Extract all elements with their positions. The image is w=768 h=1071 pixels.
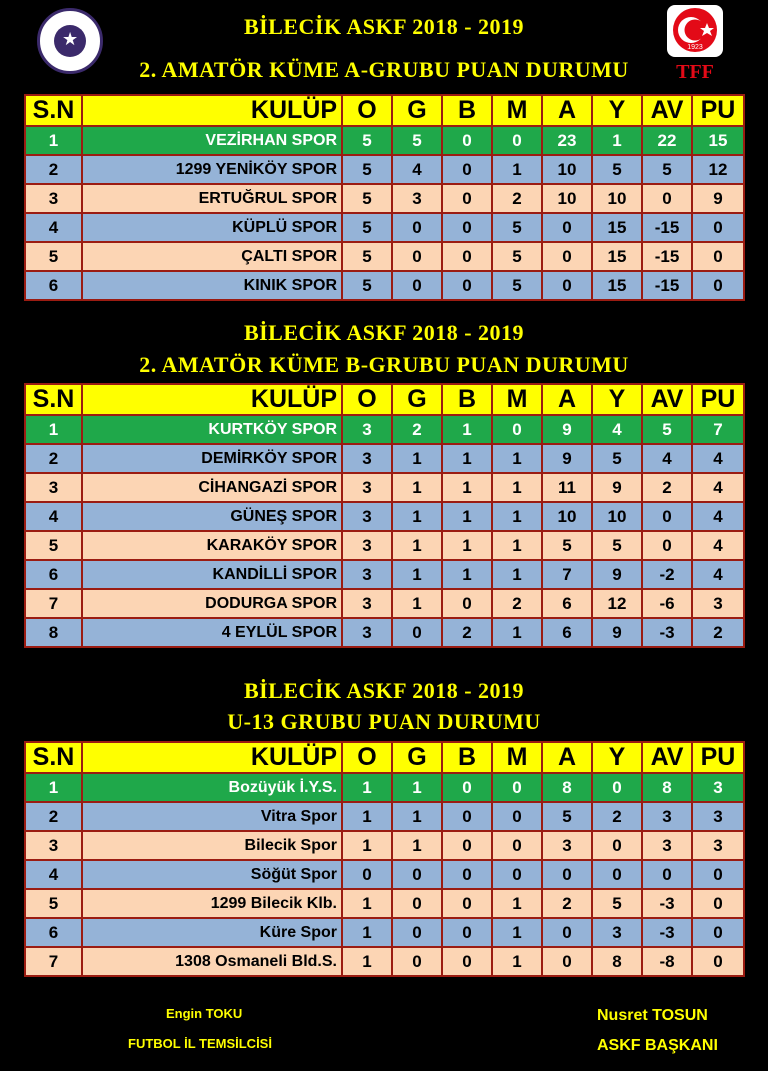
header-b: B: [442, 742, 492, 773]
cell-sn: 3: [25, 184, 82, 213]
table-row: [25, 947, 744, 976]
header-m: M: [492, 95, 542, 126]
header-o: O: [342, 384, 392, 415]
cell-av: -15: [642, 213, 692, 242]
cell-a: 5: [542, 802, 592, 831]
cell-av: -8: [642, 947, 692, 976]
cell-b: 1: [442, 473, 492, 502]
cell-y: 9: [592, 560, 642, 589]
cell-av: 0: [642, 860, 692, 889]
cell-av: -6: [642, 589, 692, 618]
cell-sn: 2: [25, 802, 82, 831]
cell-b: 0: [442, 860, 492, 889]
cell-y: 5: [592, 444, 642, 473]
header-pu: PU: [692, 95, 744, 126]
cell-o: 1: [342, 889, 392, 918]
cell-a: 23: [542, 126, 592, 155]
cell-club: Küre Spor: [82, 918, 342, 947]
cell-pu: 3: [692, 589, 744, 618]
cell-pu: 3: [692, 831, 744, 860]
header-g: G: [392, 384, 442, 415]
cell-av: 2: [642, 473, 692, 502]
table-row: [25, 415, 744, 444]
cell-g: 1: [392, 589, 442, 618]
cell-g: 1: [392, 802, 442, 831]
cell-g: 0: [392, 918, 442, 947]
cell-b: 0: [442, 213, 492, 242]
header-pu: PU: [692, 742, 744, 773]
cell-av: 22: [642, 126, 692, 155]
cell-sn: 4: [25, 213, 82, 242]
cell-b: 1: [442, 415, 492, 444]
cell-b: 1: [442, 531, 492, 560]
header-av: AV: [642, 384, 692, 415]
cell-y: 0: [592, 831, 642, 860]
header-club: KULÜP: [82, 384, 342, 415]
cell-av: -3: [642, 889, 692, 918]
cell-b: 0: [442, 889, 492, 918]
cell-a: 0: [542, 947, 592, 976]
cell-b: 0: [442, 802, 492, 831]
cell-g: 3: [392, 184, 442, 213]
header-club: KULÜP: [82, 742, 342, 773]
cell-g: 1: [392, 831, 442, 860]
cell-o: 1: [342, 802, 392, 831]
cell-a: 11: [542, 473, 592, 502]
cell-m: 0: [492, 773, 542, 802]
cell-g: 0: [392, 213, 442, 242]
cell-o: 5: [342, 155, 392, 184]
u13-standings-table: [24, 741, 745, 977]
cell-av: -3: [642, 918, 692, 947]
cell-a: 6: [542, 589, 592, 618]
table-row: [25, 126, 744, 155]
cell-av: 0: [642, 502, 692, 531]
cell-pu: 4: [692, 444, 744, 473]
cell-m: 1: [492, 889, 542, 918]
table-row: [25, 618, 744, 647]
cell-o: 0: [342, 860, 392, 889]
header-o: O: [342, 95, 392, 126]
header-y: Y: [592, 95, 642, 126]
cell-pu: 4: [692, 531, 744, 560]
cell-g: 1: [392, 560, 442, 589]
cell-sn: 3: [25, 473, 82, 502]
header-row: [25, 95, 744, 126]
cell-m: 1: [492, 155, 542, 184]
cell-o: 3: [342, 473, 392, 502]
header-club: KULÜP: [82, 95, 342, 126]
cell-pu: 0: [692, 271, 744, 300]
cell-y: 0: [592, 773, 642, 802]
cell-club: Bozüyük İ.Y.S.: [82, 773, 342, 802]
table-row: [25, 860, 744, 889]
cell-b: 1: [442, 444, 492, 473]
left-signatory-title: FUTBOL İL TEMSİLCİSİ: [128, 1036, 272, 1051]
cell-y: 3: [592, 918, 642, 947]
group-b-title-2: 2. AMATÖR KÜME B-GRUBU PUAN DURUMU: [139, 352, 629, 377]
cell-g: 0: [392, 271, 442, 300]
cell-y: 5: [592, 155, 642, 184]
cell-b: 0: [442, 271, 492, 300]
cell-m: 2: [492, 184, 542, 213]
cell-g: 4: [392, 155, 442, 184]
cell-g: 2: [392, 415, 442, 444]
cell-sn: 6: [25, 918, 82, 947]
cell-b: 1: [442, 560, 492, 589]
header-g: G: [392, 95, 442, 126]
cell-a: 5: [542, 531, 592, 560]
svg-text:1923: 1923: [687, 44, 703, 51]
cell-sn: 2: [25, 155, 82, 184]
cell-o: 5: [342, 242, 392, 271]
cell-club: ERTUĞRUL SPOR: [82, 184, 342, 213]
cell-club: Bilecik Spor: [82, 831, 342, 860]
cell-pu: 12: [692, 155, 744, 184]
cell-o: 1: [342, 918, 392, 947]
cell-m: 0: [492, 415, 542, 444]
cell-sn: 4: [25, 860, 82, 889]
cell-y: 4: [592, 415, 642, 444]
cell-b: 1: [442, 502, 492, 531]
cell-y: 15: [592, 242, 642, 271]
cell-o: 3: [342, 415, 392, 444]
cell-a: 0: [542, 242, 592, 271]
cell-av: -3: [642, 618, 692, 647]
cell-y: 0: [592, 860, 642, 889]
cell-o: 3: [342, 502, 392, 531]
cell-pu: 0: [692, 889, 744, 918]
table-row: [25, 213, 744, 242]
cell-av: 3: [642, 802, 692, 831]
table-row: [25, 531, 744, 560]
header-b: B: [442, 384, 492, 415]
cell-club: KÜPLÜ SPOR: [82, 213, 342, 242]
cell-pu: 4: [692, 473, 744, 502]
table-row: [25, 502, 744, 531]
cell-av: 0: [642, 184, 692, 213]
table-row: [25, 155, 744, 184]
header-a: A: [542, 95, 592, 126]
cell-o: 5: [342, 213, 392, 242]
cell-club: KURTKÖY SPOR: [82, 415, 342, 444]
cell-av: 5: [642, 415, 692, 444]
header-a: A: [542, 384, 592, 415]
cell-g: 0: [392, 242, 442, 271]
cell-pu: 0: [692, 213, 744, 242]
cell-m: 0: [492, 831, 542, 860]
cell-g: 1: [392, 502, 442, 531]
u13-title-1: BİLECİK ASKF 2018 - 2019: [243, 678, 525, 703]
header-sn: S.N: [25, 742, 82, 773]
cell-a: 0: [542, 271, 592, 300]
cell-o: 3: [342, 618, 392, 647]
cell-y: 15: [592, 213, 642, 242]
header-a: A: [542, 742, 592, 773]
cell-sn: 4: [25, 502, 82, 531]
cell-m: 2: [492, 589, 542, 618]
cell-a: 6: [542, 618, 592, 647]
header-b: B: [442, 95, 492, 126]
table-row: [25, 831, 744, 860]
cell-b: 0: [442, 155, 492, 184]
cell-sn: 8: [25, 618, 82, 647]
cell-m: 1: [492, 444, 542, 473]
cell-pu: 0: [692, 860, 744, 889]
cell-sn: 6: [25, 271, 82, 300]
cell-av: -15: [642, 242, 692, 271]
cell-y: 9: [592, 618, 642, 647]
cell-o: 3: [342, 589, 392, 618]
cell-o: 1: [342, 947, 392, 976]
cell-club: KARAKÖY SPOR: [82, 531, 342, 560]
cell-y: 2: [592, 802, 642, 831]
cell-m: 1: [492, 531, 542, 560]
cell-m: 1: [492, 560, 542, 589]
cell-g: 1: [392, 773, 442, 802]
cell-y: 9: [592, 473, 642, 502]
cell-o: 3: [342, 444, 392, 473]
header-m: M: [492, 742, 542, 773]
cell-a: 8: [542, 773, 592, 802]
right-signatory-title: ASKF BAŞKANI: [597, 1037, 718, 1054]
table-row: [25, 242, 744, 271]
group-b-title-1: BİLECİK ASKF 2018 - 2019: [243, 320, 525, 345]
cell-av: -2: [642, 560, 692, 589]
cell-sn: 5: [25, 531, 82, 560]
cell-club: 1299 Bilecik Klb.: [82, 889, 342, 918]
cell-y: 12: [592, 589, 642, 618]
cell-g: 0: [392, 947, 442, 976]
cell-sn: 6: [25, 560, 82, 589]
cell-sn: 2: [25, 444, 82, 473]
cell-y: 15: [592, 271, 642, 300]
cell-b: 0: [442, 589, 492, 618]
cell-m: 0: [492, 802, 542, 831]
cell-g: 0: [392, 860, 442, 889]
cell-a: 10: [542, 184, 592, 213]
header-av: AV: [642, 742, 692, 773]
cell-b: 0: [442, 831, 492, 860]
header-av: AV: [642, 95, 692, 126]
cell-g: 1: [392, 473, 442, 502]
cell-pu: 15: [692, 126, 744, 155]
cell-pu: 0: [692, 947, 744, 976]
table-row: [25, 889, 744, 918]
cell-av: -15: [642, 271, 692, 300]
table-row: [25, 271, 744, 300]
cell-club: GÜNEŞ SPOR: [82, 502, 342, 531]
cell-m: 1: [492, 947, 542, 976]
star-icon: ★: [62, 29, 79, 49]
cell-o: 5: [342, 126, 392, 155]
cell-m: 5: [492, 271, 542, 300]
header-row: [25, 384, 744, 415]
cell-av: 4: [642, 444, 692, 473]
cell-a: 9: [542, 415, 592, 444]
table-row: [25, 560, 744, 589]
cell-pu: 4: [692, 502, 744, 531]
cell-a: 10: [542, 155, 592, 184]
cell-club: CİHANGAZİ SPOR: [82, 473, 342, 502]
cell-pu: 0: [692, 918, 744, 947]
cell-b: 0: [442, 918, 492, 947]
header-m: M: [492, 384, 542, 415]
right-signatory-name: Nusret TOSUN: [597, 1007, 708, 1024]
cell-a: 9: [542, 444, 592, 473]
group-a-title-1: BİLECİK ASKF 2018 - 2019: [243, 14, 525, 39]
u13-title-2: U-13 GRUBU PUAN DURUMU: [227, 709, 541, 734]
cell-club: DEMİRKÖY SPOR: [82, 444, 342, 473]
table-row: [25, 918, 744, 947]
cell-b: 0: [442, 947, 492, 976]
cell-club: ÇALTI SPOR: [82, 242, 342, 271]
cell-g: 1: [392, 531, 442, 560]
cell-av: 3: [642, 831, 692, 860]
header-o: O: [342, 742, 392, 773]
header-row: [25, 742, 744, 773]
cell-y: 5: [592, 531, 642, 560]
cell-o: 3: [342, 531, 392, 560]
cell-sn: 1: [25, 415, 82, 444]
cell-sn: 5: [25, 242, 82, 271]
group-a-title-2: 2. AMATÖR KÜME A-GRUBU PUAN DURUMU: [139, 57, 629, 82]
cell-av: 8: [642, 773, 692, 802]
cell-m: 1: [492, 618, 542, 647]
cell-g: 0: [392, 618, 442, 647]
cell-club: Söğüt Spor: [82, 860, 342, 889]
header-sn: S.N: [25, 384, 82, 415]
cell-av: 5: [642, 155, 692, 184]
cell-pu: 3: [692, 773, 744, 802]
cell-a: 0: [542, 860, 592, 889]
header-pu: PU: [692, 384, 744, 415]
table-row: [25, 184, 744, 213]
header-y: Y: [592, 384, 642, 415]
cell-g: 0: [392, 889, 442, 918]
cell-o: 3: [342, 560, 392, 589]
cell-club: 1308 Osmaneli Bld.S.: [82, 947, 342, 976]
cell-club: 4 EYLÜL SPOR: [82, 618, 342, 647]
cell-y: 5: [592, 889, 642, 918]
cell-club: Vitra Spor: [82, 802, 342, 831]
cell-m: 1: [492, 473, 542, 502]
cell-m: 0: [492, 860, 542, 889]
cell-y: 8: [592, 947, 642, 976]
cell-y: 1: [592, 126, 642, 155]
cell-b: 0: [442, 242, 492, 271]
cell-a: 10: [542, 502, 592, 531]
cell-pu: 7: [692, 415, 744, 444]
cell-m: 1: [492, 502, 542, 531]
table-row: [25, 444, 744, 473]
cell-o: 1: [342, 773, 392, 802]
cell-a: 2: [542, 889, 592, 918]
cell-sn: 7: [25, 947, 82, 976]
left-signatory-name: Engin TOKU: [166, 1006, 243, 1021]
table-row: [25, 773, 744, 802]
cell-b: 0: [442, 184, 492, 213]
header-g: G: [392, 742, 442, 773]
svg-text:TFF: TFF: [676, 61, 714, 80]
table-row: [25, 802, 744, 831]
group-a-standings-table: [24, 94, 745, 301]
cell-sn: 1: [25, 773, 82, 802]
cell-club: KANDİLLİ SPOR: [82, 560, 342, 589]
cell-m: 1: [492, 918, 542, 947]
cell-m: 5: [492, 242, 542, 271]
cell-pu: 2: [692, 618, 744, 647]
cell-sn: 1: [25, 126, 82, 155]
cell-g: 1: [392, 444, 442, 473]
cell-o: 1: [342, 831, 392, 860]
cell-y: 10: [592, 502, 642, 531]
cell-pu: 4: [692, 560, 744, 589]
cell-club: VEZİRHAN SPOR: [82, 126, 342, 155]
cell-sn: 7: [25, 589, 82, 618]
cell-m: 0: [492, 126, 542, 155]
cell-o: 5: [342, 271, 392, 300]
cell-y: 10: [592, 184, 642, 213]
group-b-standings-table: [24, 383, 745, 648]
cell-a: 7: [542, 560, 592, 589]
cell-sn: 3: [25, 831, 82, 860]
header-y: Y: [592, 742, 642, 773]
cell-av: 0: [642, 531, 692, 560]
cell-b: 0: [442, 126, 492, 155]
cell-a: 3: [542, 831, 592, 860]
cell-g: 5: [392, 126, 442, 155]
cell-pu: 9: [692, 184, 744, 213]
cell-sn: 5: [25, 889, 82, 918]
cell-club: 1299 YENİKÖY SPOR: [82, 155, 342, 184]
cell-b: 0: [442, 773, 492, 802]
cell-b: 2: [442, 618, 492, 647]
table-row: [25, 589, 744, 618]
cell-club: DODURGA SPOR: [82, 589, 342, 618]
cell-a: 0: [542, 918, 592, 947]
cell-pu: 0: [692, 242, 744, 271]
header-sn: S.N: [25, 95, 82, 126]
cell-pu: 3: [692, 802, 744, 831]
cell-o: 5: [342, 184, 392, 213]
cell-club: KINIK SPOR: [82, 271, 342, 300]
cell-a: 0: [542, 213, 592, 242]
table-row: [25, 473, 744, 502]
cell-m: 5: [492, 213, 542, 242]
